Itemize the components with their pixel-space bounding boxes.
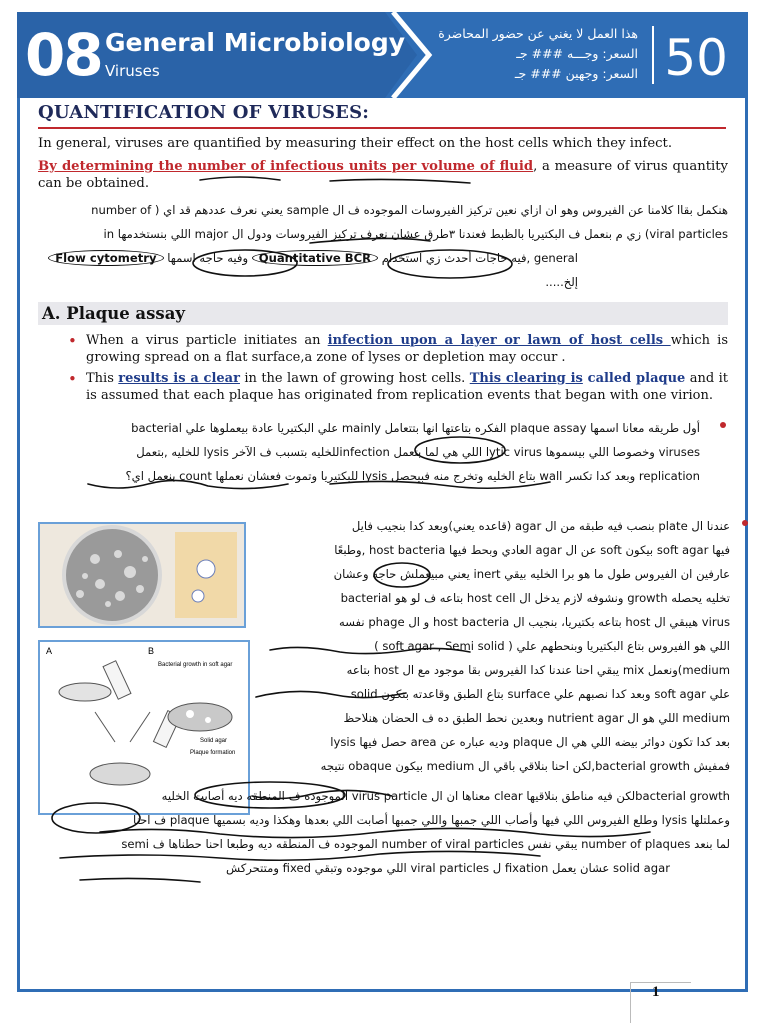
arabic-para-2-bullet (252, 514, 730, 778)
diagram-label-a: A (46, 646, 53, 656)
arabic-plaque-para-1 (38, 416, 700, 488)
section-title: QUANTIFICATION OF VIRUSES: (38, 102, 370, 123)
plaque-plate-photo (38, 522, 246, 628)
bullet-2-start: This (86, 371, 119, 386)
arabic-plaque-2-line-15: solid agar عشان يعمل fixation ل viral particles اللي موجوده وتبقي fixed ومتتحركش (225, 861, 670, 875)
header-divider (652, 26, 654, 84)
bullet-1-highlight: infection upon a layer or lawn of host cells (327, 333, 671, 348)
arabic-plaque-line-2: viruses وخصوصا اللي بيسموها lytic virus اللي هي لما بتعمل infectionللخليه بتسبب ف الآخر lysis للخليه ,بتعمل (136, 445, 700, 459)
plaque-bullet-2 (68, 371, 728, 404)
diagram-label-b: B (148, 646, 155, 656)
arabic-plaque-line-3: replication وبعد كدا تكسر wall بتاع الخليه وتخرج منه فبيحصل lysis للبكتيريا وتموت فعشان نعملها count بنعمل اي؟ (125, 469, 700, 483)
intro-paragraph: In general, viruses are quantified by measuring their effect on the host cells which they infect. (38, 136, 673, 151)
diagram-label-solid-agar: Solid agar (200, 738, 228, 744)
arabic-plaque-2-line-3: عارفين ان الفيروس طول ما هو برا الخليه بيقي inert يعني مبيعملش حاجه وعشان (333, 567, 730, 581)
quantitative-bcr-label: Quantitative BCR (252, 250, 378, 266)
lecture-number: 08 (25, 21, 102, 89)
arabic-intro-line-3-mid: وفيه حاجه اسمها (163, 251, 252, 265)
arabic-plaque-2-line-4: تخليه يحصله growth ونشوفه لازم يدخل ال host cell بتاعه ف لو هو bacterial (340, 591, 730, 605)
arabic-intro-line-1: هنكمل بقاا كلامنا عن الفيروس وهو ان ازاي نعين تركيز الفيروسات الموجوده ف ال sample يعني نعرف عددهم قد اي ( number of (91, 203, 728, 217)
plaque-bullets (38, 333, 728, 404)
highlight-text: By determining the number of infectious units per volume of fluid (38, 159, 534, 174)
bullet-2-plaque: called plaque (582, 371, 686, 386)
quantity-paragraph (38, 158, 728, 192)
bullet-2-end: and it is assumed that each plaque has originated from replication events that began with one virion. (86, 371, 728, 403)
header-notes (438, 24, 638, 84)
arabic-plaque-2-line-10: بعد كدا تكون دوائر بيضه اللي هي ال plaque وديه عباره عن area حصل فيها lysis (330, 735, 730, 749)
arabic-plaque-2-line-7: medium)ونعمل mix يبقي احنا عندنا كدا الفيروس بقا موجود مع ال host بتاعه (346, 663, 730, 677)
course-subtitle: Viruses (105, 62, 160, 80)
bullet-dot-icon-2 (742, 520, 748, 526)
arabic-intro-line-3-end: إلخ..... (545, 275, 578, 289)
arabic-plaque-2-line-14: لما بنعد number of plaques يبقي نفس number of viral particles الموجوده ف المنطقه ديه وطبعا احنا حطناها ف semi (121, 837, 730, 851)
bullet-1-end: which is growing spread on a flat surface,a zone of lyses or depletion may occur . (86, 333, 728, 365)
arabic-plaque-2-line-12: bacterial growthلكن فيه مناطق بنلاقيها clear معناها ان ال virus particle الموجوده ف المنطقه ديه أصابت الخليه (161, 789, 730, 803)
highlight-tail: , a measure of virus quantity can be obtained. (38, 159, 729, 191)
plaque-assay-heading: A. Plaque assay (38, 302, 728, 325)
header-price-single: السعر: وجـــه ### جـ (516, 46, 638, 61)
arabic-plaque-2-line-13: وعملتلها lysis وطلع الفيروس اللي فيها وأصاب اللي جمبها واللي جمبها أصابت اللي بعدها وهكذا وديه بسميها plaque ف احنا (133, 813, 730, 827)
main-content (38, 100, 728, 488)
diagram-label-plaque-formation: Plaque formation (190, 750, 236, 756)
arabic-plaque-para-2 (252, 514, 730, 778)
arabic-plaque-line-1: أول طريقه معانا اسمها plaque assay الفكره بتاعتها انها بتتعامل mainly علي البكتيريا عادة بيعملوها علي bacterial (131, 421, 700, 435)
arabic-intro-line-3 (38, 246, 578, 294)
plaque-bullet-1 (68, 333, 728, 366)
header-note-1: هذا العمل لا يغني عن حضور المحاضرة (438, 26, 638, 41)
arabic-plaque-para-2-full (38, 784, 730, 880)
arabic-plaque-2-line-11: فمفيش bacterial growth,لكن احنا بنلاقي باقي ال medium بيكون obaque نتيجه (320, 759, 730, 773)
arabic-intro-line-3-start: general ,فيه حاجات أحدث زي استخدام (378, 251, 578, 265)
course-title: General Microbiology (105, 28, 406, 57)
diagram-label-bacterial-growth: Bacterial growth in soft agar (158, 662, 233, 668)
arabic-plaque-2-line-1: عندنا ال plate بنصب فيه طبقه من ال agar (قاعده يعني)وبعد كدا بنجيب فايل (351, 519, 730, 533)
page-number-box (630, 982, 691, 1023)
arabic-intro-line-2: viral particles) زي م بنعمل ف البكتيريا بالظبط فعندنا ٣طرق عشان نعرف تركيز الفيروسات ودول ال major اللي بنستخدمها in (103, 227, 728, 241)
header-banner (17, 12, 748, 98)
header-price-double: السعر: وجهين ### جـ (514, 66, 638, 81)
arabic-plaque-2-line-9: medium اللي هو ال nutrient agar وبعدين نحط الطبق ده ف الحضان هنلاحظ (343, 711, 730, 725)
bullet-2-highlight-1: results is a clear (118, 371, 240, 386)
bullet-dot-icon (720, 422, 726, 428)
arabic-plaque-2-line-6: اللي هو الفيروس بتاع البكتيريا وبنحطهم علي ( soft agar , Semi solid ) (374, 639, 730, 653)
bullet-2-highlight-2: This clearing is (469, 371, 583, 386)
petri-dish-image (40, 524, 244, 626)
arabic-plaque-2-line-8: علي soft agar وبعد كدا نصبهم علي surface بتاع الطبق وقاعدته بتكون solid (350, 687, 730, 701)
bullet-1-start: When a virus particle initiates an (86, 333, 328, 348)
arabic-intro (38, 198, 728, 294)
page-count: 50 (664, 29, 728, 87)
title-rule (38, 127, 726, 129)
bullet-2-mid: in the lawn of growing host cells. (239, 371, 470, 386)
flow-cytometry-label: Flow cytometry (48, 250, 163, 266)
arabic-plaque-2-line-5: virus هيبقي ال host بتاعه بكتيريا، بنجيب ال host bacteria و ال phage نفسه (338, 615, 730, 629)
arabic-plaque-2-line-2: فيها soft agar بيكون soft عن ال agar العادي وبحط فيها host bacteria ,وطبعًا (334, 543, 730, 557)
figure-column (38, 522, 250, 815)
page-number: 1 (652, 984, 660, 1000)
